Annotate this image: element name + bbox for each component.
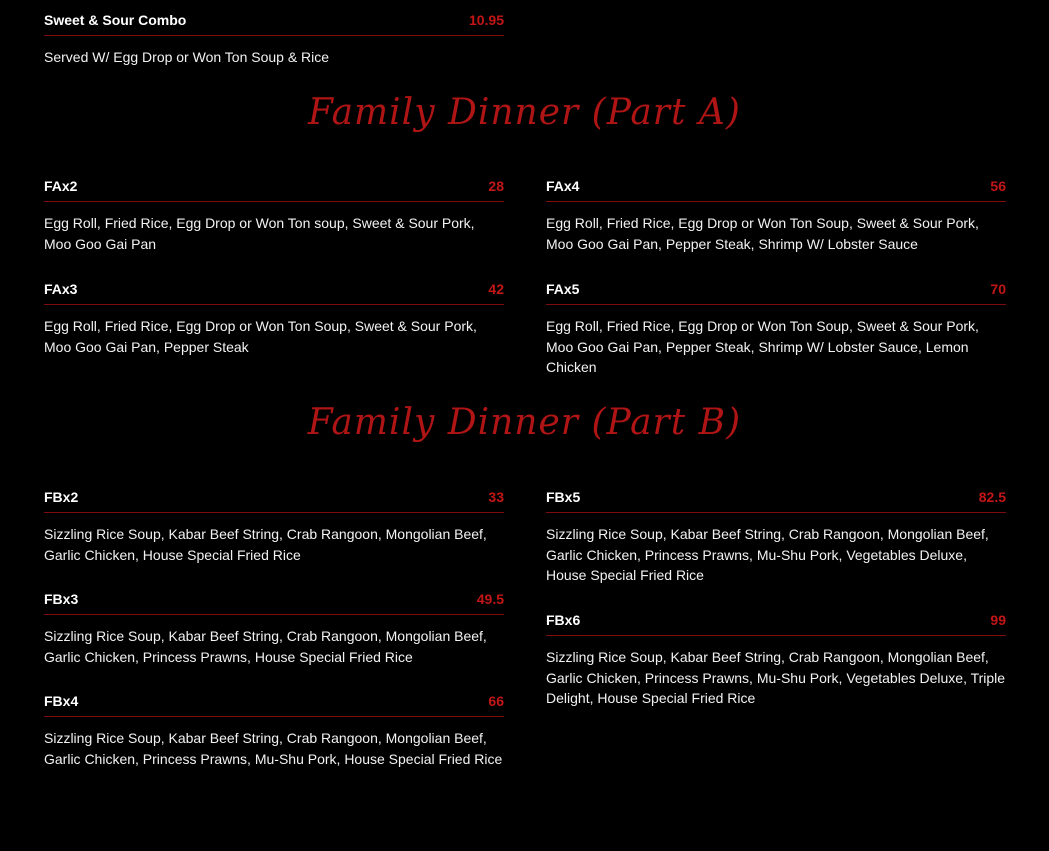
item-description: Egg Roll, Fried Rice, Egg Drop or Won Ton soup, Sweet & Sour Pork, Moo Goo Gai Pan	[44, 215, 475, 252]
item-description: Egg Roll, Fried Rice, Egg Drop or Won Ton Soup, Sweet & Sour Pork, Moo Goo Gai Pan, Pepper Steak, Shrimp W/ Lobster Sauce, Lemon Chicken	[546, 318, 979, 375]
item-header	[546, 277, 1006, 305]
item-price: 49.5	[476, 591, 504, 607]
item-name: FAx4	[546, 178, 580, 194]
item-price: 82.5	[978, 489, 1006, 505]
item-header	[44, 277, 504, 305]
item-price: 10.95	[468, 12, 504, 28]
item-header	[44, 174, 504, 202]
item-price: 66	[488, 693, 504, 709]
item-name: FBx4	[44, 693, 79, 709]
item-description: Egg Roll, Fried Rice, Egg Drop or Won Ton Soup, Sweet & Sour Pork, Moo Goo Gai Pan, Pepper Steak	[44, 318, 477, 355]
menu-item-fax3	[44, 277, 504, 357]
item-name: FBx3	[44, 591, 79, 607]
item-price: 33	[488, 489, 504, 505]
item-header	[44, 689, 504, 717]
section-title-part-a: Family Dinner (Part A)	[308, 92, 741, 133]
item-header	[546, 485, 1006, 513]
item-name: FBx2	[44, 489, 79, 505]
item-description: Sizzling Rice Soup, Kabar Beef String, Crab Rangoon, Mongolian Beef, Garlic Chicken, Princess Prawns, Mu-Shu Pork, Vegetables Deluxe, Triple Delight, House Special Fried Rice	[546, 649, 1006, 706]
item-price: 99	[990, 612, 1006, 628]
item-header	[546, 608, 1006, 636]
menu-item-fax4	[546, 174, 1006, 254]
item-name: FAx3	[44, 281, 78, 297]
item-name: FBx6	[546, 612, 581, 628]
item-price: 42	[488, 281, 504, 297]
menu-item-fax2	[44, 174, 504, 254]
item-price: 56	[990, 178, 1006, 194]
item-price: 70	[990, 281, 1006, 297]
menu-item-fbx4	[44, 689, 504, 769]
item-name: FBx5	[546, 489, 581, 505]
item-description: Sizzling Rice Soup, Kabar Beef String, Crab Rangoon, Mongolian Beef, Garlic Chicken, Princess Prawns, House Special Fried Rice	[44, 628, 487, 665]
item-name: FAx2	[44, 178, 78, 194]
item-name: FAx5	[546, 281, 580, 297]
menu-item-fbx3	[44, 587, 504, 667]
section-title-part-b: Family Dinner (Part B)	[307, 402, 742, 443]
item-header	[44, 8, 504, 36]
menu-item-fbx2	[44, 485, 504, 565]
item-description: Sizzling Rice Soup, Kabar Beef String, Crab Rangoon, Mongolian Beef, Garlic Chicken, House Special Fried Rice	[44, 526, 487, 563]
menu-item-fax5	[546, 277, 1006, 378]
menu-item-fbx6	[546, 608, 1006, 709]
item-header	[44, 485, 504, 513]
item-description: Sizzling Rice Soup, Kabar Beef String, Crab Rangoon, Mongolian Beef, Garlic Chicken, Princess Prawns, Mu-Shu Pork, House Special Fried Rice	[44, 730, 503, 767]
item-description: Egg Roll, Fried Rice, Egg Drop or Won Ton Soup, Sweet & Sour Pork, Moo Goo Gai Pan, Pepper Steak, Shrimp W/ Lobster Sauce	[546, 215, 979, 252]
item-header	[546, 174, 1006, 202]
item-name: Sweet & Sour Combo	[44, 12, 187, 28]
item-price: 28	[488, 178, 504, 194]
item-header	[44, 587, 504, 615]
menu-item-sweet-sour-combo	[44, 8, 504, 68]
item-description: Served W/ Egg Drop or Won Ton Soup & Rice	[44, 49, 330, 65]
item-description: Sizzling Rice Soup, Kabar Beef String, Crab Rangoon, Mongolian Beef, Garlic Chicken, Princess Prawns, Mu-Shu Pork, Vegetables Deluxe, House Special Fried Rice	[546, 526, 989, 583]
menu-item-fbx5	[546, 485, 1006, 586]
